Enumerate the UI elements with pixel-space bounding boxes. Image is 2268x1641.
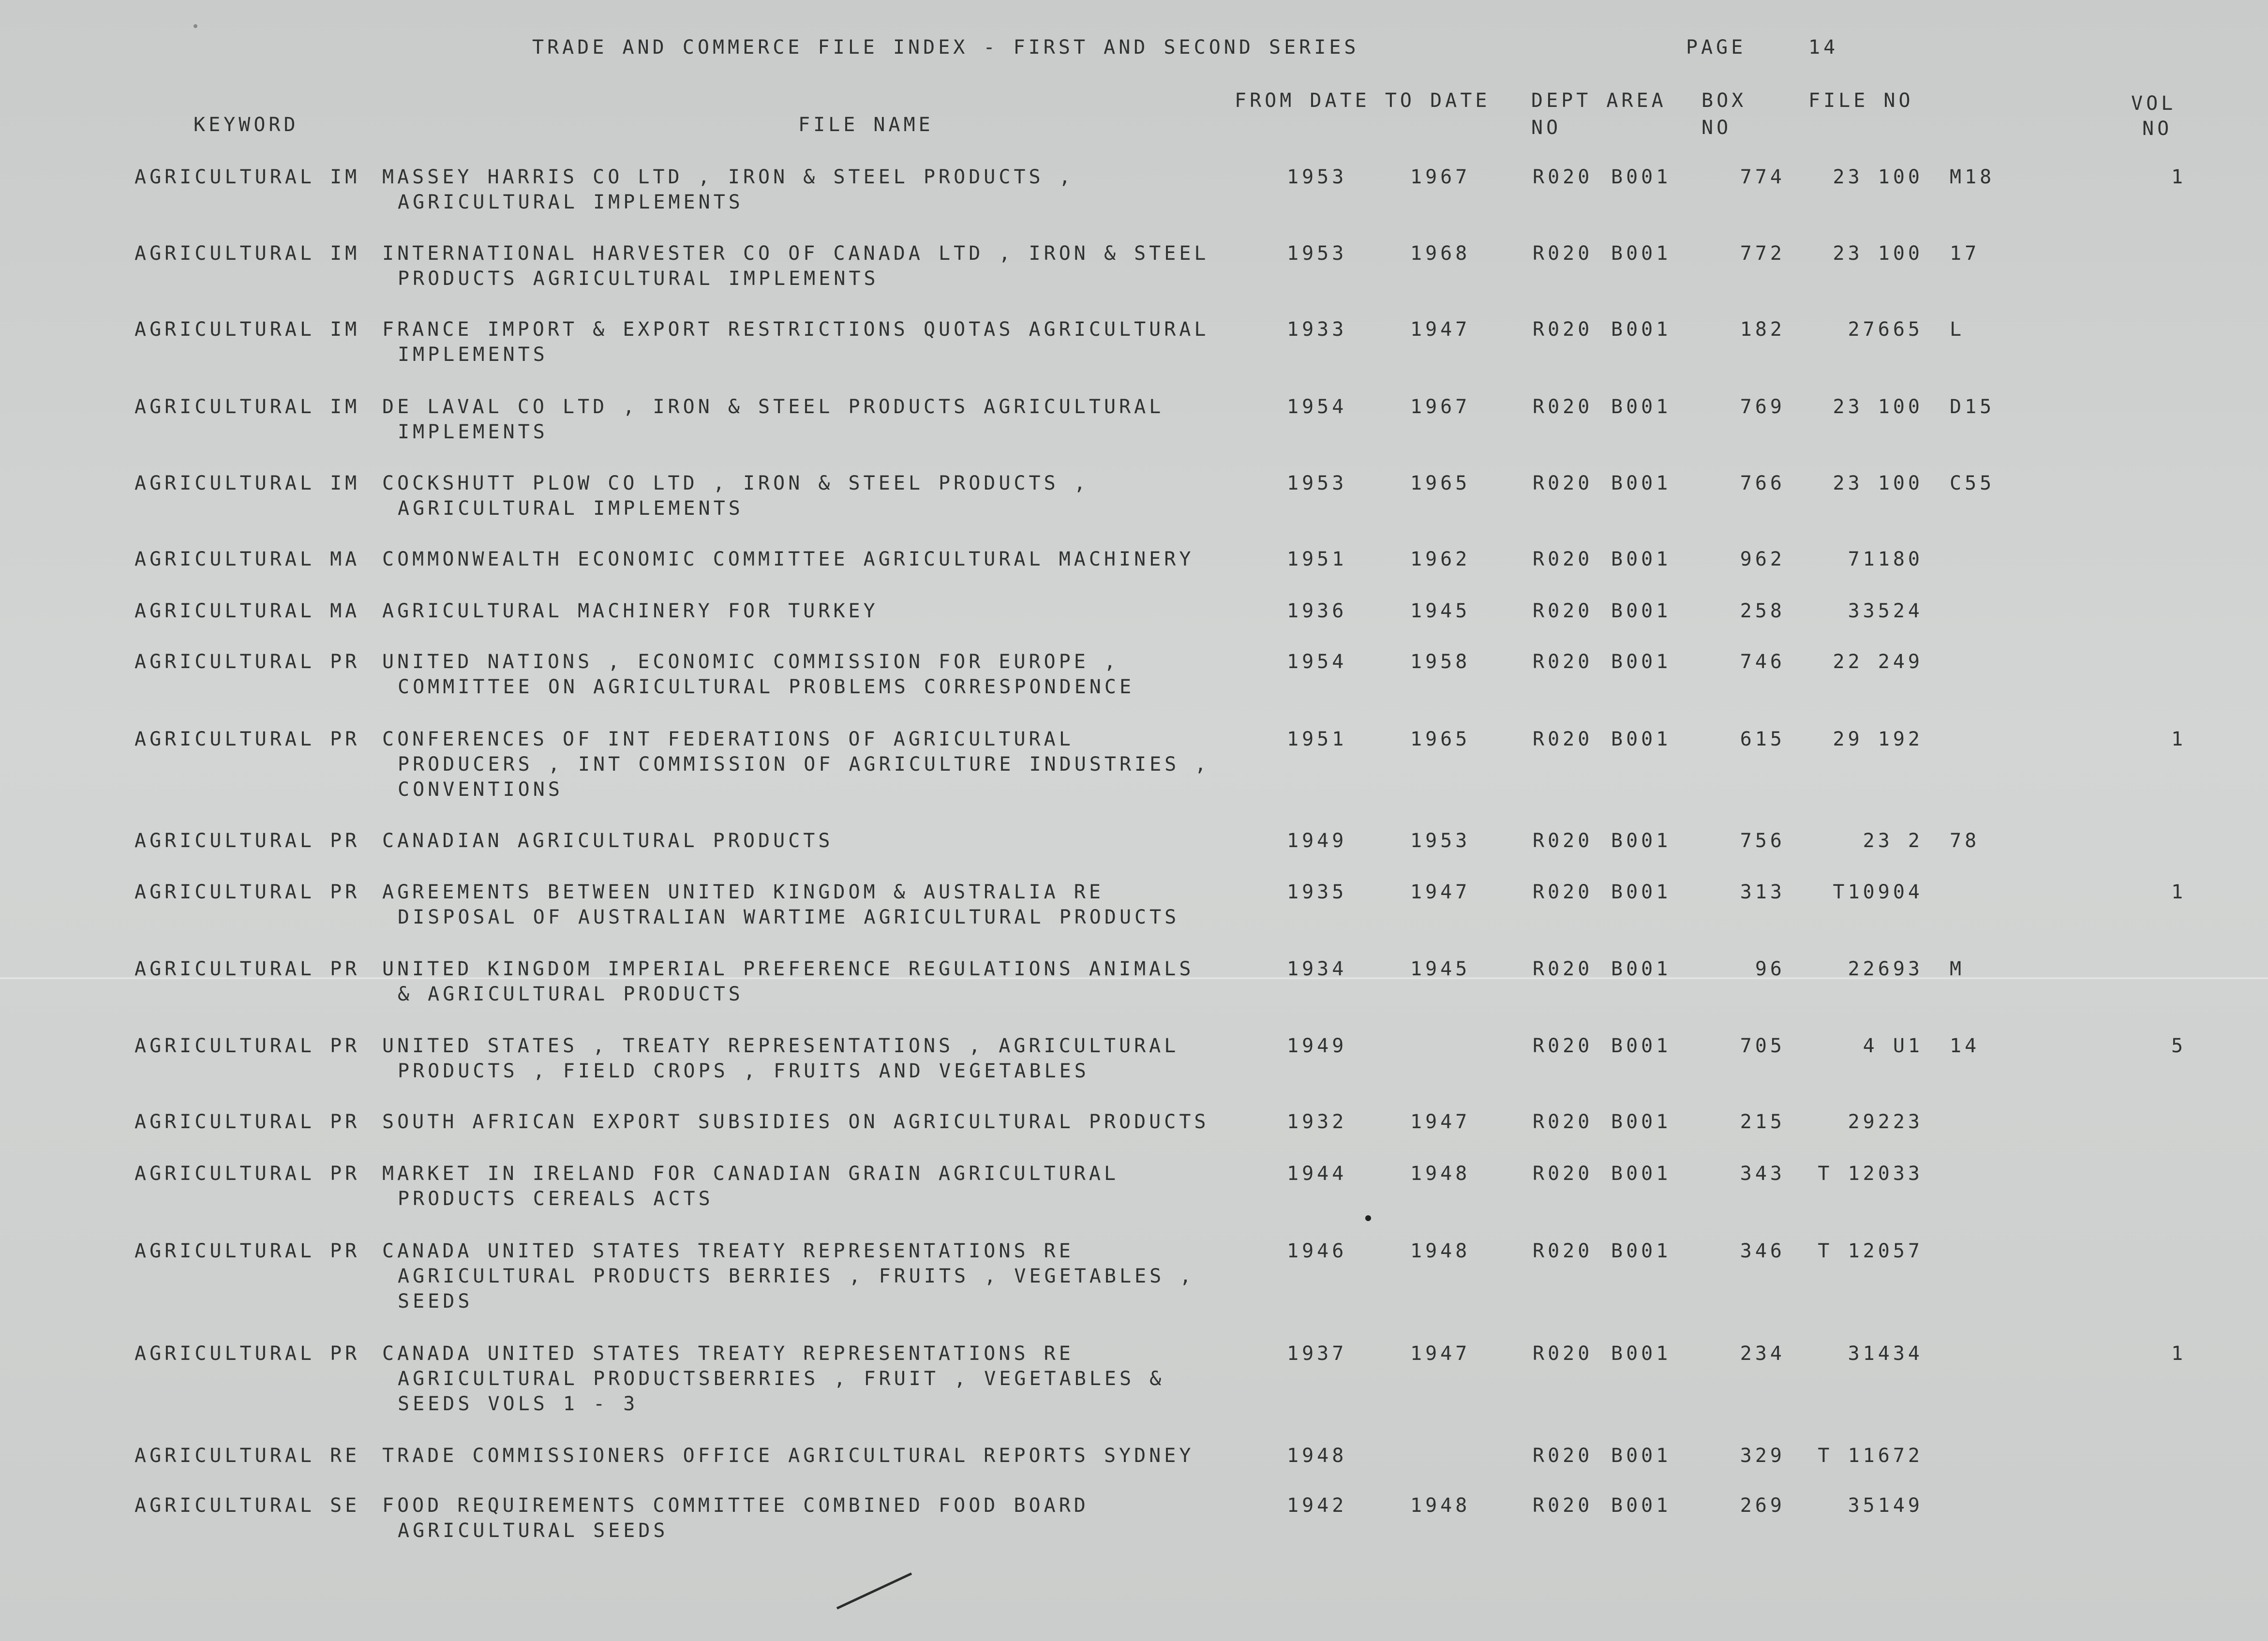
row-area-no: B001 [1611,242,1671,265]
row-keyword: AGRICULTURAL IM [134,318,360,341]
row-to-date: 1948 [1410,1494,1471,1517]
row-file-suffix: 17 [1950,242,1980,265]
row-vol-no: 1 [2171,728,2187,750]
row-file-name-line-1: CANADIAN AGRICULTURAL PRODUCTS [382,830,834,852]
row-from-date: 1951 [1287,548,1347,570]
row-keyword: AGRICULTURAL PR [134,728,360,750]
row-file-name-line-3: SEEDS VOLS 1 - 3 [398,1393,639,1415]
row-dept-no: R020 [1533,1494,1593,1517]
row-keyword: AGRICULTURAL PR [134,881,360,903]
row-file-no: 4 U1 [1863,1035,1923,1057]
row-keyword: AGRICULTURAL PR [134,1035,360,1057]
row-area-no: B001 [1611,548,1671,570]
row-file-name-line-2: PRODUCERS , INT COMMISSION OF AGRICULTURE INDUSTRIES , [398,753,1210,776]
row-box-no: 615 [1740,728,1785,750]
column-header-box-no: NO [1701,117,1732,139]
row-file-name-line-1: FOOD REQUIREMENTS COMMITTEE COMBINED FOOD BOARD [382,1494,1089,1517]
row-to-date: 1965 [1410,728,1471,750]
row-to-date: 1958 [1410,651,1471,673]
row-dept-no: R020 [1533,830,1593,852]
row-dept-no: R020 [1533,1035,1593,1057]
row-file-name-line-2: PRODUCTS CEREALS ACTS [398,1188,714,1210]
row-box-no: 756 [1740,830,1785,852]
document-title: TRADE AND COMMERCE FILE INDEX - FIRST AND SECOND SERIES [532,36,1359,59]
row-file-name-line-2: AGRICULTURAL IMPLEMENTS [398,497,744,520]
row-dept-no: R020 [1533,1445,1593,1467]
row-file-name-line-1: COMMONWEALTH ECONOMIC COMMITTEE AGRICULTURAL MACHINERY [382,548,1194,570]
row-from-date: 1933 [1287,318,1347,341]
row-dept-no: R020 [1533,881,1593,903]
row-area-no: B001 [1611,958,1671,980]
row-dept-no: R020 [1533,1343,1593,1365]
row-file-name-line-1: SOUTH AFRICAN EXPORT SUBSIDIES ON AGRICULTURAL PRODUCTS [382,1111,1209,1133]
row-file-no: 23 100 [1833,472,1923,494]
row-from-date: 1946 [1287,1240,1347,1262]
row-file-no: 22693 [1848,958,1923,980]
row-file-name-line-1: DE LAVAL CO LTD , IRON & STEEL PRODUCTS AGRICULTURAL [382,396,1164,418]
row-to-date: 1945 [1410,958,1471,980]
row-box-no: 705 [1740,1035,1785,1057]
row-file-no: 22 249 [1833,651,1923,673]
row-file-name-line-2: COMMITTEE ON AGRICULTURAL PROBLEMS CORRESPONDENCE [398,676,1135,698]
row-file-name-line-1: UNITED KINGDOM IMPERIAL PREFERENCE REGULATIONS ANIMALS [382,958,1194,980]
row-dept-no: R020 [1533,1163,1593,1185]
row-file-suffix: 78 [1950,830,1980,852]
row-file-name-line-1: CONFERENCES OF INT FEDERATIONS OF AGRICULTURAL [382,728,1074,750]
row-box-no: 962 [1740,548,1785,570]
row-file-name-line-2: PRODUCTS AGRICULTURAL IMPLEMENTS [398,268,879,290]
row-dept-no: R020 [1533,600,1593,622]
row-from-date: 1936 [1287,600,1347,622]
column-header-file-no: FILE NO [1808,90,1914,112]
row-from-date: 1948 [1287,1445,1347,1467]
row-file-no: 35149 [1848,1494,1923,1517]
row-file-name-line-1: INTERNATIONAL HARVESTER CO OF CANADA LTD , IRON & STEEL [382,242,1209,265]
row-dept-no: R020 [1533,728,1593,750]
row-from-date: 1932 [1287,1111,1347,1133]
row-file-name-line-2: PRODUCTS , FIELD CROPS , FRUITS AND VEGETABLES [398,1060,1089,1082]
column-header-keyword: KEYWORD [194,114,299,136]
row-area-no: B001 [1611,728,1671,750]
row-file-no: 29223 [1848,1111,1923,1133]
row-file-no: 29 192 [1833,728,1923,750]
row-file-name-line-1: AGRICULTURAL MACHINERY FOR TURKEY [382,600,879,622]
row-to-date: 1965 [1410,472,1471,494]
row-box-no: 343 [1740,1163,1785,1185]
row-from-date: 1935 [1287,881,1347,903]
film-speck [194,24,197,28]
row-file-name-line-1: MASSEY HARRIS CO LTD , IRON & STEEL PRODUCTS , [382,166,1074,188]
row-file-name-line-3: SEEDS [398,1290,473,1313]
row-dept-no: R020 [1533,472,1593,494]
row-to-date: 1962 [1410,548,1471,570]
row-box-no: 769 [1740,396,1785,418]
row-dept-no: R020 [1533,242,1593,265]
row-file-no: 23 100 [1833,396,1923,418]
row-file-suffix: L [1950,318,1965,341]
row-to-date: 1947 [1410,1111,1471,1133]
row-box-no: 215 [1740,1111,1785,1133]
row-box-no: 234 [1740,1343,1785,1365]
row-from-date: 1949 [1287,830,1347,852]
row-area-no: B001 [1611,1343,1671,1365]
row-vol-no: 5 [2171,1035,2187,1057]
row-file-no: 23 100 [1833,242,1923,265]
row-area-no: B001 [1611,396,1671,418]
row-keyword: AGRICULTURAL PR [134,830,360,852]
row-file-no: T 11672 [1818,1445,1923,1467]
row-box-no: 329 [1740,1445,1785,1467]
film-scratch [836,1572,912,1609]
row-file-suffix: 14 [1950,1035,1980,1057]
row-keyword: AGRICULTURAL MA [134,600,360,622]
row-area-no: B001 [1611,1240,1671,1262]
row-area-no: B001 [1611,472,1671,494]
row-keyword: AGRICULTURAL PR [134,1240,360,1262]
row-area-no: B001 [1611,1494,1671,1517]
row-file-name-line-2: AGRICULTURAL SEEDS [398,1520,669,1542]
row-dept-no: R020 [1533,651,1593,673]
row-area-no: B001 [1611,166,1671,188]
row-file-name-line-2: AGRICULTURAL PRODUCTSBERRIES , FRUIT , VEGETABLES & [398,1368,1165,1390]
row-keyword: AGRICULTURAL IM [134,472,360,494]
row-to-date: 1967 [1410,166,1471,188]
row-keyword: AGRICULTURAL IM [134,396,360,418]
column-header-dept-no: NO [1531,117,1562,139]
row-file-no: T 12033 [1818,1163,1923,1185]
row-file-no: 27665 [1848,318,1923,341]
row-to-date: 1967 [1410,396,1471,418]
film-speck [1365,1215,1371,1221]
row-keyword: AGRICULTURAL PR [134,1343,360,1365]
row-to-date: 1948 [1410,1163,1471,1185]
row-vol-no: 1 [2171,166,2187,188]
row-file-suffix: M [1950,958,1965,980]
row-file-name-line-2: DISPOSAL OF AUSTRALIAN WARTIME AGRICULTURAL PRODUCTS [398,906,1180,928]
row-area-no: B001 [1611,651,1671,673]
row-box-no: 746 [1740,651,1785,673]
page-number: 14 [1808,36,1839,59]
row-area-no: B001 [1611,830,1671,852]
row-keyword: AGRICULTURAL RE [134,1445,360,1467]
row-file-name-line-1: AGREEMENTS BETWEEN UNITED KINGDOM & AUSTRALIA RE [382,881,1104,903]
row-file-name-line-1: COCKSHUTT PLOW CO LTD , IRON & STEEL PRODUCTS , [382,472,1089,494]
row-box-no: 774 [1740,166,1785,188]
row-keyword: AGRICULTURAL PR [134,1111,360,1133]
row-keyword: AGRICULTURAL MA [134,548,360,570]
page-label: PAGE [1686,36,1746,59]
row-keyword: AGRICULTURAL PR [134,1163,360,1185]
row-file-name-line-1: CANADA UNITED STATES TREATY REPRESENTATIONS RE [382,1343,1074,1365]
row-area-no: B001 [1611,600,1671,622]
row-dept-no: R020 [1533,1111,1593,1133]
column-header-file-name: FILE NAME [798,114,934,136]
row-keyword: AGRICULTURAL PR [134,651,360,673]
row-box-no: 772 [1740,242,1785,265]
row-to-date: 1948 [1410,1240,1471,1262]
row-to-date: 1947 [1410,1343,1471,1365]
row-dept-no: R020 [1533,166,1593,188]
row-vol-no: 1 [2171,1343,2187,1365]
row-from-date: 1953 [1287,166,1347,188]
row-from-date: 1949 [1287,1035,1347,1057]
row-from-date: 1934 [1287,958,1347,980]
row-dept-no: R020 [1533,548,1593,570]
row-area-no: B001 [1611,1035,1671,1057]
row-box-no: 258 [1740,600,1785,622]
row-keyword: AGRICULTURAL IM [134,166,360,188]
row-to-date: 1945 [1410,600,1471,622]
row-keyword: AGRICULTURAL IM [134,242,360,265]
row-file-name-line-2: IMPLEMENTS [398,421,548,443]
row-file-name-line-1: TRADE COMMISSIONERS OFFICE AGRICULTURAL REPORTS SYDNEY [382,1445,1194,1467]
row-box-no: 182 [1740,318,1785,341]
row-box-no: 766 [1740,472,1785,494]
row-file-name-line-1: FRANCE IMPORT & EXPORT RESTRICTIONS QUOTAS AGRICULTURAL [382,318,1209,341]
row-area-no: B001 [1611,1445,1671,1467]
row-file-suffix: M18 [1950,166,1995,188]
row-file-name-line-1: MARKET IN IRELAND FOR CANADIAN GRAIN AGRICULTURAL [382,1163,1119,1185]
row-from-date: 1953 [1287,242,1347,265]
row-file-no: 23 100 [1833,166,1923,188]
column-header-dept-area: DEPT AREA [1531,90,1667,112]
row-dept-no: R020 [1533,1240,1593,1262]
row-file-name-line-2: AGRICULTURAL IMPLEMENTS [398,191,744,213]
row-file-no: 33524 [1848,600,1923,622]
row-to-date: 1947 [1410,881,1471,903]
row-file-suffix: C55 [1950,472,1995,494]
row-dept-no: R020 [1533,396,1593,418]
row-to-date: 1947 [1410,318,1471,341]
row-dept-no: R020 [1533,318,1593,341]
row-area-no: B001 [1611,318,1671,341]
row-file-name-line-2: AGRICULTURAL PRODUCTS BERRIES , FRUITS , VEGETABLES , [398,1265,1195,1287]
row-vol-no: 1 [2171,881,2187,903]
row-from-date: 1954 [1287,396,1347,418]
row-keyword: AGRICULTURAL SE [134,1494,360,1517]
row-file-name-line-1: UNITED STATES , TREATY REPRESENTATIONS , AGRICULTURAL [382,1035,1179,1057]
column-header-vol: VOL [2131,92,2177,115]
row-to-date: 1968 [1410,242,1471,265]
row-file-name-line-2: & AGRICULTURAL PRODUCTS [398,983,744,1005]
column-header-box: BOX [1701,90,1747,112]
row-file-name-line-1: UNITED NATIONS , ECONOMIC COMMISSION FOR EUROPE , [382,651,1119,673]
row-to-date: 1953 [1410,830,1471,852]
row-from-date: 1942 [1287,1494,1347,1517]
row-from-date: 1937 [1287,1343,1347,1365]
row-box-no: 346 [1740,1240,1785,1262]
row-from-date: 1951 [1287,728,1347,750]
row-box-no: 313 [1740,881,1785,903]
row-dept-no: R020 [1533,958,1593,980]
row-file-name-line-2: IMPLEMENTS [398,343,548,366]
row-from-date: 1954 [1287,651,1347,673]
column-header-from-to-date: FROM DATE TO DATE [1235,90,1491,112]
row-file-no: 71180 [1848,548,1923,570]
row-file-name-line-1: CANADA UNITED STATES TREATY REPRESENTATIONS RE [382,1240,1074,1262]
row-box-no: 269 [1740,1494,1785,1517]
row-box-no: 96 [1755,958,1785,980]
row-file-name-line-3: CONVENTIONS [398,778,563,801]
row-file-suffix: D15 [1950,396,1995,418]
row-from-date: 1944 [1287,1163,1347,1185]
row-file-no: 31434 [1848,1343,1923,1365]
row-area-no: B001 [1611,1163,1671,1185]
row-area-no: B001 [1611,1111,1671,1133]
row-area-no: B001 [1611,881,1671,903]
row-file-no: T 12057 [1818,1240,1923,1262]
row-keyword: AGRICULTURAL PR [134,958,360,980]
row-file-no: T10904 [1833,881,1923,903]
column-header-vol-no: NO [2142,118,2173,140]
row-file-no: 23 2 [1863,830,1923,852]
row-from-date: 1953 [1287,472,1347,494]
